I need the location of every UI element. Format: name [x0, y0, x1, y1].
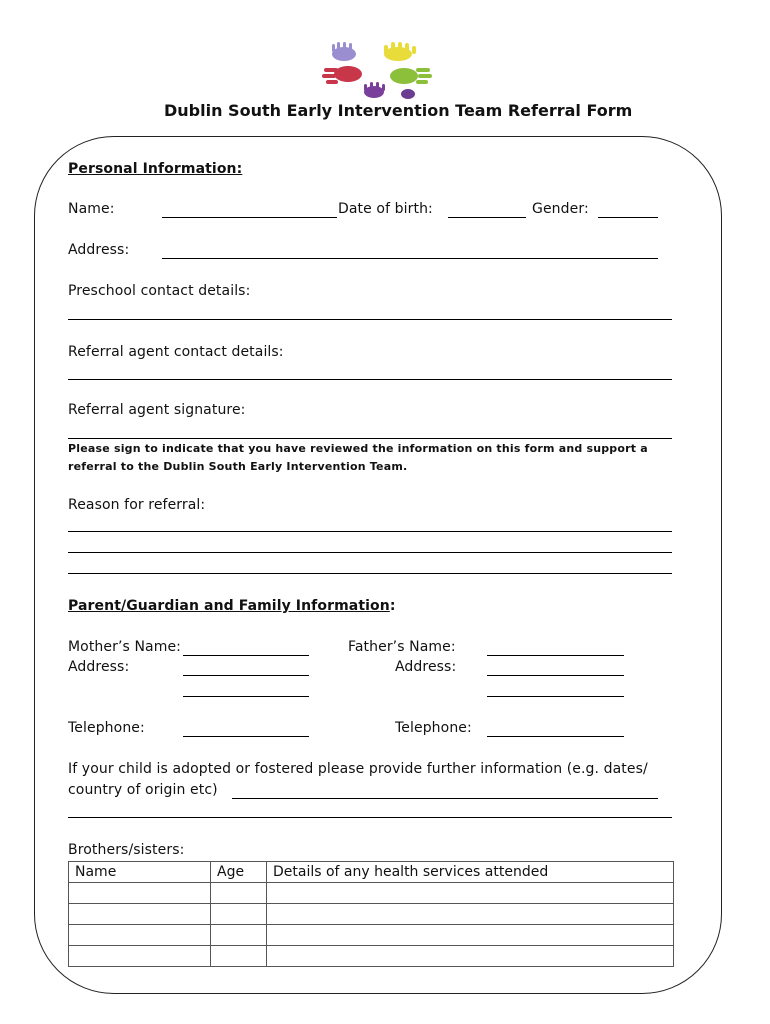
preschool-field[interactable] — [68, 319, 672, 320]
mother-address-field-2[interactable] — [183, 696, 309, 697]
preschool-label: Preschool contact details: — [68, 283, 251, 299]
yellow-hand — [384, 42, 416, 61]
sibling-name-cell[interactable] — [69, 904, 211, 925]
father-address-label: Address: — [395, 659, 457, 675]
red-hand — [322, 66, 362, 84]
father-phone-label: Telephone: — [395, 720, 472, 736]
small-purple-hand — [401, 89, 415, 99]
mother-name-field[interactable] — [183, 655, 309, 656]
adopted-field-2[interactable] — [68, 817, 672, 818]
sibling-name-cell[interactable] — [69, 946, 211, 967]
sibling-details-cell[interactable] — [267, 904, 674, 925]
sibling-age-cell[interactable] — [211, 883, 267, 904]
header-name: Name — [69, 862, 211, 883]
address-label: Address: — [68, 242, 130, 258]
personal-info-heading: Personal Information: — [68, 161, 243, 177]
sibling-details-cell[interactable] — [267, 925, 674, 946]
table-row — [69, 904, 674, 925]
handprints-logo — [316, 42, 436, 102]
table-row — [69, 946, 674, 967]
father-name-label: Father’s Name: — [348, 639, 456, 655]
family-heading-text: Parent/Guardian and Family Information — [68, 598, 390, 614]
siblings-label: Brothers/sisters: — [68, 842, 185, 858]
signature-note-line-1: Please sign to indicate that you have reviewed the information on this form and support a — [68, 442, 648, 455]
purple-hand — [364, 82, 385, 98]
signature-note-line-2: referral to the Dublin South Early Intervention Team. — [68, 460, 408, 473]
reason-line-3[interactable] — [68, 573, 672, 574]
address-field[interactable] — [162, 258, 658, 259]
sibling-details-cell[interactable] — [267, 883, 674, 904]
referral-agent-field[interactable] — [68, 379, 672, 380]
father-address-field-1[interactable] — [487, 675, 624, 676]
form-title: Dublin South Early Intervention Team Referral Form — [164, 101, 633, 120]
mother-name-label: Mother’s Name: — [68, 639, 181, 655]
sibling-name-cell[interactable] — [69, 883, 211, 904]
gender-label: Gender: — [532, 201, 589, 217]
referral-agent-label: Referral agent contact details: — [68, 344, 284, 360]
adopted-field-1[interactable] — [232, 798, 658, 799]
header-details: Details of any health services attended — [267, 862, 674, 883]
reason-label: Reason for referral: — [68, 497, 206, 513]
sibling-age-cell[interactable] — [211, 925, 267, 946]
mother-phone-field[interactable] — [183, 736, 309, 737]
name-label: Name: — [68, 201, 115, 217]
reason-line-2[interactable] — [68, 552, 672, 553]
dob-field[interactable] — [448, 217, 526, 218]
blue-hand — [332, 42, 356, 61]
father-address-field-2[interactable] — [487, 696, 624, 697]
family-info-heading — [68, 598, 396, 614]
signature-label: Referral agent signature: — [68, 402, 246, 418]
adopted-text-line-1: If your child is adopted or fostered please provide further information (e.g. dates/ — [68, 761, 648, 777]
father-phone-field[interactable] — [487, 736, 624, 737]
sibling-age-cell[interactable] — [211, 904, 267, 925]
mother-address-label: Address: — [68, 659, 130, 675]
dob-label: Date of birth: — [338, 201, 433, 217]
gender-field[interactable] — [598, 217, 658, 218]
sibling-age-cell[interactable] — [211, 946, 267, 967]
adopted-text-line-2: country of origin etc) — [68, 782, 218, 798]
table-row — [69, 883, 674, 904]
reason-line-1[interactable] — [68, 531, 672, 532]
family-heading-colon: : — [389, 598, 396, 614]
table-row — [69, 925, 674, 946]
father-name-field[interactable] — [487, 655, 624, 656]
mother-address-field-1[interactable] — [183, 675, 309, 676]
sibling-details-cell[interactable] — [267, 946, 674, 967]
sibling-name-cell[interactable] — [69, 925, 211, 946]
signature-field[interactable] — [68, 438, 672, 439]
header-age: Age — [211, 862, 267, 883]
siblings-table — [68, 861, 674, 967]
table-header-row — [69, 862, 674, 883]
green-hand — [390, 68, 432, 84]
name-field[interactable] — [162, 217, 337, 218]
mother-phone-label: Telephone: — [68, 720, 145, 736]
